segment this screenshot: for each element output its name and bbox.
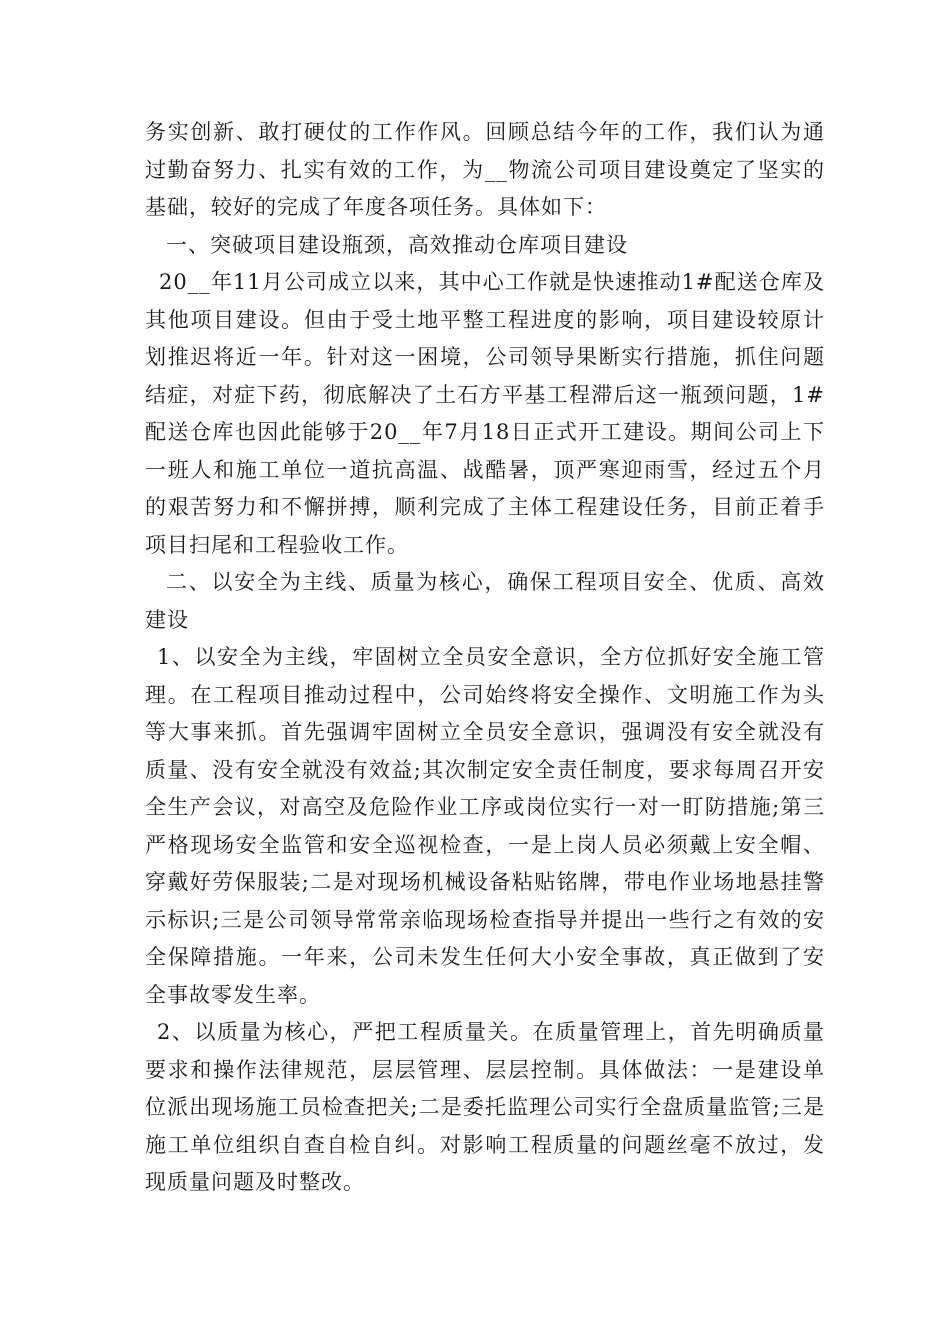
document-body (145, 114, 825, 1202)
heading-section-one: 一、突破项目建设瓶颈，高效推动仓库项目建设 (166, 232, 628, 257)
paragraph-intro: 务实创新、敢打硬仗的工作作风。回顾总结今年的工作，我们认为通过勤奋努力、扎实有效的工作，为__物流公司项目建设奠定了坚实的基础，较好的完成了年度各项任务。具体如下： (145, 120, 825, 219)
paragraph-project-construction: 20__年11月公司成立以来，其中心工作就是快速推动1#配送仓库及其他项目建设。但由于受土地平整工程进度的影响，项目建设较原计划推迟将近一年。针对这一困境，公司领导果断实行措施，抓住问题结症，对症下药，彻底解决了土石方平基工程滞后这一瓶颈问题，1#配送仓库也因此能够于20__年7月18日正式开工建设。期间公司上下一班人和施工单位一道抗高温、战酷暑，顶严寒迎雨雪，经过五个月的艰苦努力和不懈拼搏，顺利完成了主体工程建设任务，目前正着手项目扫尾和工程验收工作。 (145, 270, 825, 557)
paragraph-quality-management: 2、以质量为核心，严把工程质量关。在质量管理上，首先明确质量要求和操作法律规范，层层管理、层层控制。具体做法：一是建设单位派出现场施工员检查把关;二是委托监理公司实行全盘质量监管;三是施工单位组织自查自检自纠。对影响工程质量的问题丝毫不放过，发现质量问题及时整改。 (145, 1020, 825, 1194)
paragraph-safety-management: 1、以安全为主线，牢固树立全员安全意识，全方位抓好安全施工管理。在工程项目推动过程中，公司始终将安全操作、文明施工作为头等大事来抓。首先强调牢固树立全员安全意识，强调没有安全就没有质量、没有安全就没有效益;其次制定安全责任制度，要求每周召开安全生产会议，对高空及危险作业工序或岗位实行一对一盯防措施;第三严格现场安全监管和安全巡视检查，一是上岗人员必须戴上安全帽、穿戴好劳保服装;二是对现场机械设备粘贴铭牌，带电作业场地悬挂警示标识;三是公司领导常常亲临现场检查指导并提出一些行之有效的安全保障措施。一年来，公司未发生任何大小安全事故，真正做到了安全事故零发生率。 (145, 645, 825, 1007)
heading-section-two: 二、以安全为主线、质量为核心，确保工程项目安全、优质、高效建设 (145, 570, 825, 632)
